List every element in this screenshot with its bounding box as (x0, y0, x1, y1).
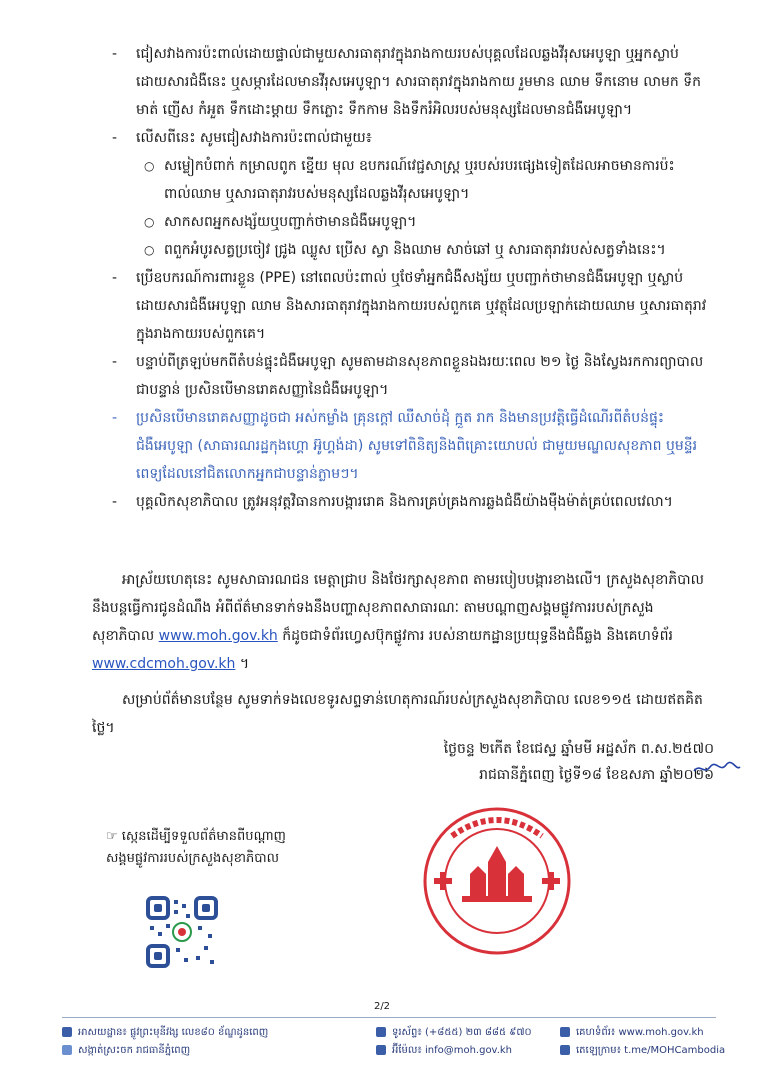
sub-bullet-item (112, 208, 712, 236)
bullet-item (112, 264, 712, 348)
bullet-dash: - (112, 270, 118, 286)
footer-email[interactable] (376, 1042, 532, 1060)
email-text[interactable]: អ៊ីម៉ែល៖ info@moh.gov.kh (392, 1045, 513, 1056)
cdc-website-link[interactable]: www.cdcmoh.gov.kh (92, 656, 236, 672)
footer-web (560, 1024, 725, 1060)
bullet-item (112, 348, 712, 404)
page-number: 2/2 (373, 1001, 391, 1012)
bullet-text: លើសពីនេះ សូមជៀសវាងការប៉ះពាល់ជាមួយ៖ (136, 130, 372, 146)
closing-paragraph (92, 566, 712, 678)
footer-telegram[interactable] (560, 1042, 725, 1060)
footer-divider (62, 1017, 716, 1018)
sub-bullet-item (112, 152, 712, 208)
paragraph-text: ក៏ដូចជាទំព័រហ្វេសប៊ុកផ្លូវការ របស់នាយកដ្ឋានប្រយុទ្ធនឹងជំងឺឆ្លង និងគេហទំព័រ (277, 628, 674, 644)
address-text: សង្កាត់ស្រះចក រាជធានីភ្នំពេញ (78, 1045, 191, 1056)
bullet-dash: - (112, 494, 118, 510)
phone-icon (376, 1027, 386, 1037)
bullet-dash: - (112, 410, 118, 426)
footer-website[interactable] (560, 1024, 725, 1042)
telegram-icon (560, 1045, 570, 1055)
map-icon (62, 1045, 72, 1055)
circle-bullet-icon: ○ (144, 159, 155, 173)
email-icon (376, 1045, 386, 1055)
bullet-text: ប្រសិនបើមានរោគសញ្ញាដូចជា អស់កម្លាំង គ្រុនក្តៅ ឈឺសាច់ដុំ ក្អួត រាក និងមានប្រវត្តិធ្វើដំណើរពីតំបន់ផ្ទុះជំងឺអេបូឡា (សាធារណរដ្ឋកុងហ្គោ អ៊ូហ្គង់ដា) សូមទៅពិនិត្យនិងពិគ្រោះយោបល់ ជាមួយមណ្ឌលសុខភាព ឬមន្ទីរពេទ្យដែលនៅជិតលោកអ្នកជាបន្ទាន់ភ្លាមៗ។ (136, 410, 698, 482)
paragraph-text: ។ (235, 656, 250, 672)
bullet-text: ជៀសវាងការប៉ះពាល់ដោយផ្ទាល់ជាមួយសារធាតុរាវក្នុងរាងកាយរបស់បុគ្គលដែលឆ្លងវីរុសអេបូឡា ឬអ្នកស្លាប់ដោយសារជំងឺនេះ ឬសម្ភារដែលមានវីរុសអេបូឡា។ សារធាតុរាវក្នុងរាងកាយ រួមមាន ឈាម ទឹកនោម លាមក ទឹកមាត់ ញើស កំអួត ទឹកដោះម្តាយ ទឹកភ្លោះ ទឹកកាម និងទឹករំអិលរបស់មនុស្សដែលមានជំងឺអេបូឡា។ (136, 46, 702, 118)
footer-address (62, 1024, 268, 1060)
signature-icon (692, 761, 742, 780)
location-icon (62, 1027, 72, 1037)
ministry-seal-icon (422, 806, 572, 956)
paragraph-text: អាស្រ័យហេតុនេះ សូមសាធារណជន មេត្តាជ្រាប និងថែរក្សាសុខភាព តាមរបៀបបង្ការខាងលើ។ ក្រសួងសុខាភិបាលនឹងបន្តធ្វើការជូនដំណឹង អំពីព័ត៌មានទាក់ទងនឹងបញ្ហាសុខភាពសាធារណៈ តាមបណ្តាញសង្គមផ្លូវការរបស់ក្រសួងសុខាភិបាល (92, 572, 704, 644)
bullet-list (112, 40, 712, 516)
footer-address-line (62, 1024, 268, 1042)
bullet-text: បន្ទាប់ពីត្រឡប់មកពីតំបន់ផ្ទុះជំងឺអេបូឡា សូមតាមដានសុខភាពខ្លួនឯងរយៈពេល ២១ ថ្ងៃ និងស្វែងរកការព្យាបាលជាបន្ទាន់ ប្រសិនបើមានរោគសញ្ញានៃជំងឺអេបូឡា។ (136, 354, 704, 398)
solar-date-line: រាជធានីភ្នំពេញ ថ្ងៃទី១៨ ខែឧសភា ឆ្នាំ២០២៦ (479, 767, 714, 783)
address-text: អាសយដ្ឋាន៖ ផ្លូវព្រះមុនីវង្ស លេខ៨០ ខ័ណ្ឌដូនពេញ (78, 1027, 269, 1038)
sub-bullet-item (112, 236, 712, 264)
bullet-dash: - (112, 46, 118, 62)
bullet-item (112, 488, 712, 516)
bullet-text: បុគ្គលិកសុខាភិបាល ត្រូវអនុវត្តវិធានការបង្ការរោគ និងការគ្រប់គ្រងការឆ្លងជំងឺយ៉ាងម៉ឺងម៉ាត់គ្រប់ពេលវេលា។ (136, 494, 673, 510)
sub-bullet-text: សម្លៀកបំពាក់ កម្រាលពូក ខ្នើយ មុល ឧបករណ៍វេជ្ជសាស្ត្រ ឬរបស់របរផ្សេងទៀតដែលអាចមានការប៉ះពាល់ឈាម ឬសារធាតុរាវរបស់មនុស្សដែលឆ្លងវីរុសអេបូឡា។ (164, 158, 675, 202)
bullet-item (112, 124, 712, 152)
circle-bullet-icon: ○ (144, 243, 155, 257)
website-text[interactable]: គេហទំព័រ៖ www.moh.gov.kh (576, 1027, 704, 1038)
qr-code-icon[interactable] (146, 896, 218, 968)
footer-contact (376, 1024, 532, 1060)
sub-bullet-text: សាកសពអ្នកសង្ស័យឬបញ្ជាក់ថាមានជំងឺអេបូឡា។ (164, 214, 417, 230)
bullet-item-highlighted (112, 404, 712, 488)
circle-bullet-icon: ○ (144, 215, 155, 229)
bullet-dash: - (112, 354, 118, 370)
hotline-paragraph: សម្រាប់ព័ត៌មានបន្ថែម សូមទាក់ទងលេខទូរសព្ទទាន់ហេតុការណ៍របស់ក្រសួងសុខាភិបាល លេខ១១៥ ដោយឥតគិតថ្លៃ។ (92, 692, 703, 736)
sub-bullet-text: ពពួកអំបូរសត្វប្រចៀវ ជ្រូង ឈ្លូស ប្រើស ស្វា និងឈាម សាច់ឆៅ ឬ សារធាតុរាវរបស់សត្វទាំងនេះ។ (164, 242, 666, 258)
globe-icon (560, 1027, 570, 1037)
bullet-text: ប្រើឧបករណ៍ការពារខ្លួន (PPE) នៅពេលប៉ះពាល់ ឬថែទាំអ្នកជំងឺសង្ស័យ ឬបញ្ជាក់ថាមានជំងឺអេបូឡា ឬស្លាប់ដោយសារជំងឺអេបូឡា ឈាម និងសារធាតុរាវក្នុងរាងកាយរបស់ពួកគេ ឬវត្ថុដែលប្រឡាក់ដោយឈាម ឬសារធាតុរាវក្នុងរាងកាយរបស់ពួកគេ។ (136, 270, 707, 342)
phone-text: ទូរស័ព្ទ៖ (+៨៥៥) ២៣ ៨៨៥ ៩៧០ (392, 1027, 532, 1038)
footer-address-line (62, 1042, 268, 1060)
telegram-text[interactable]: តេឡេក្រាម៖ t.me/MOHCambodia (576, 1045, 726, 1056)
moh-website-link[interactable]: www.moh.gov.kh (158, 628, 278, 644)
bullet-item (112, 40, 712, 124)
lunar-date-line: ថ្ងៃចន្ទ ២កើត ខែជេស្ឋ ឆ្នាំមមី អដ្ឋស័ក ព.ស.២៥៧០ (443, 741, 714, 757)
qr-caption: ☞ ស្កេនដើម្បីទទួលព័ត៌មានពីបណ្តាញសង្គមផ្លូវការរបស់ក្រសួងសុខាភិបាល (106, 829, 286, 866)
bullet-dash: - (112, 130, 118, 146)
footer-phone (376, 1024, 532, 1042)
